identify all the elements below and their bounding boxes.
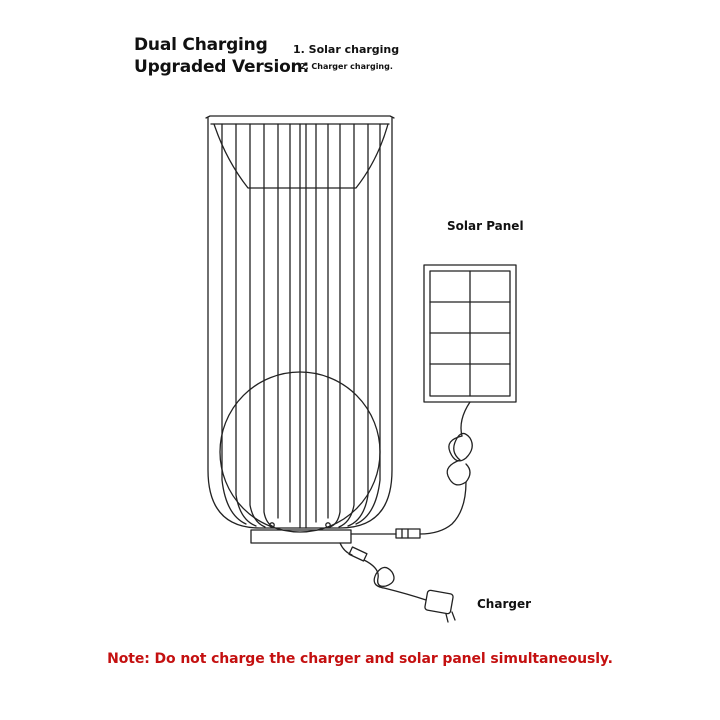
title-line-1: Dual Charging [134,35,268,55]
solar-panel [424,265,516,402]
title-line-2: Upgraded Version: [134,57,310,77]
method-charger-charging: 2. Charger charging. [300,62,393,71]
solar-cable [351,402,472,538]
lamp-cage [206,116,394,532]
method-solar-charging: 1. Solar charging [293,43,400,56]
warning-note: Note: Do not charge the charger and solar panel simultaneously. [107,651,613,667]
solar-panel-label: Solar Panel [447,219,524,233]
charger-label: Charger [477,597,532,611]
charger-cable [340,543,455,622]
